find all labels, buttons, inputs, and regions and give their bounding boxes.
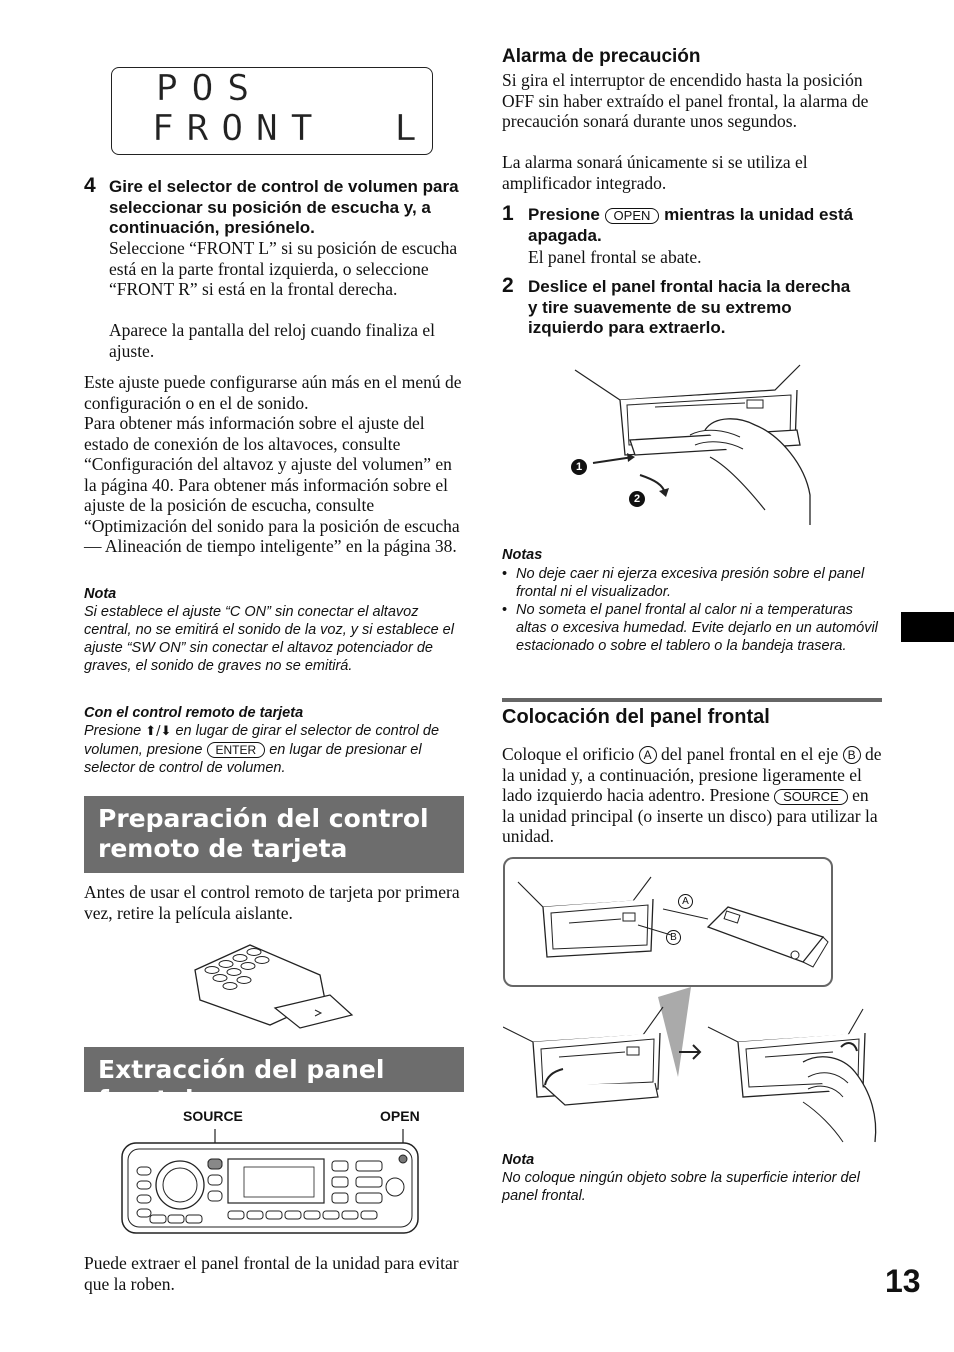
nota-item-1: • No deje caer ni ejerza excesiva presión sobre el panel frontal ni el visualizador. xyxy=(502,566,865,600)
nota-item-2: • No someta el panel frontal al calor ni a temperaturas altas o excesiva humedad. Evite dejarlo en un automóvil estacionado o sobre el tablero o la bandeja trasera. xyxy=(502,602,878,654)
section-side-tab xyxy=(901,612,954,642)
card-remote-illustration xyxy=(190,940,360,1030)
step-marker-1: 1 xyxy=(571,459,587,475)
section-divider xyxy=(502,698,882,702)
remote-tip-title: Con el control remoto de tarjeta xyxy=(84,705,304,721)
section-title-colocacion: Colocación del panel frontal xyxy=(502,706,770,728)
step-4-body-1: Seleccione “FRONT L” si su posición de escucha está en la parte frontal izquierda, o seleccione “FRONT R” si está en la frontal derecha. xyxy=(109,238,458,299)
panel-attach-illustration xyxy=(503,857,883,1147)
nota-title-right: Nota xyxy=(502,1152,535,1168)
up-down-arrows-icon: ⬆/⬇ xyxy=(145,724,172,739)
lcd-line-2: FRONT L xyxy=(152,108,430,149)
alarm-text-1: Si gira el interruptor de encendido hasta la posición OFF sin haber extraído el panel frontal, la alarma de precaución sonará durante unos segundos. xyxy=(502,70,869,131)
lcd-display xyxy=(111,67,433,155)
more-info-paragraph: Para obtener más información sobre el ajuste del estado de conexión de los altavoces, consulte “Configuración del altavoz y ajuste del volumen” en la página 40. Para obtener más información sobre el ajuste de la posición de escucha, consulte “Optimización del sonido para la posición de escucha — Alineación de tiempo inteligente” en la página 38. xyxy=(84,413,460,556)
open-label: OPEN xyxy=(380,1108,420,1124)
step-4-number: 4 xyxy=(84,174,96,197)
alarm-title: Alarma de precaución xyxy=(502,46,701,67)
figure-label-a: A xyxy=(678,894,693,909)
point-a-marker: A xyxy=(639,746,657,764)
notas-title: Notas xyxy=(502,547,543,563)
section-banner-remote: Preparación del control remoto de tarjeta xyxy=(84,796,464,873)
source-key: SOURCE xyxy=(774,789,848,805)
alarm-text-2: La alarma sonará únicamente si se utiliza el amplificador integrado. xyxy=(502,152,808,193)
enter-key: ENTER xyxy=(207,742,266,758)
step-4-body-2: Aparece la pantalla del reloj cuando finaliza el ajuste. xyxy=(109,320,436,361)
panel-removal-illustration xyxy=(565,345,825,530)
remote-intro-text: Antes de usar el control remoto de tarjeta por primera vez, retire la película aislante. xyxy=(84,882,460,923)
source-label: SOURCE xyxy=(183,1108,243,1124)
lcd-line-1: POS xyxy=(156,68,264,109)
nota-text: Si establece el ajuste “C ON” sin conectar el altavoz central, no se emitirá el sonido de la voz, y si establece el ajuste “SW ON” sin conectar el altavoz potenciador de graves, el sonido de graves no se emitirá. xyxy=(84,604,454,674)
step-1-body: El panel frontal se abate. xyxy=(528,247,702,267)
extraction-text: Puede extraer el panel frontal de la unidad para evitar que la roben. xyxy=(84,1253,459,1294)
step-1-heading: Presione OPEN mientras la unidad está apagada. xyxy=(528,205,854,245)
figure-label-b: B xyxy=(666,930,681,945)
page-number: 13 xyxy=(885,1263,921,1299)
remote-tip-text: Presione ⬆/⬇ en lugar de girar el selector de control de volumen, presione ENTER en lugar de presionar el selector de control de volumen. xyxy=(84,723,440,776)
open-key: OPEN xyxy=(605,208,660,224)
colocacion-text: Coloque el orificio A del panel frontal en el eje B de la unidad y, a continuación, presione ligeramente el lado izquierdo hacia adentro. Presione SOURCE en la unidad principal (o inserte un disco) para utilizar la unidad. xyxy=(502,744,882,846)
nota-title: Nota xyxy=(84,586,117,602)
step-marker-2: 2 xyxy=(629,491,645,507)
step-4-heading: Gire el selector de control de volumen para seleccionar su posición de escucha y, a continuación, presiónelo. xyxy=(109,177,459,237)
section-banner-extraction: Extracción del panel frontal xyxy=(84,1047,464,1092)
nota-text-right: No coloque ningún objeto sobre la superficie interior del panel frontal. xyxy=(502,1170,860,1204)
step-2-heading: Deslice el panel frontal hacia la derecha y tire suavemente de su extremo izquierdo para extraerlo. xyxy=(528,277,851,337)
point-b-marker: B xyxy=(843,746,861,764)
step-1-number: 1 xyxy=(502,202,514,225)
step-2-number: 2 xyxy=(502,274,514,297)
settings-paragraph: Este ajuste puede configurarse aún más en el menú de configuración o en el de sonido. xyxy=(84,372,462,413)
head-unit-illustration xyxy=(120,1125,422,1237)
